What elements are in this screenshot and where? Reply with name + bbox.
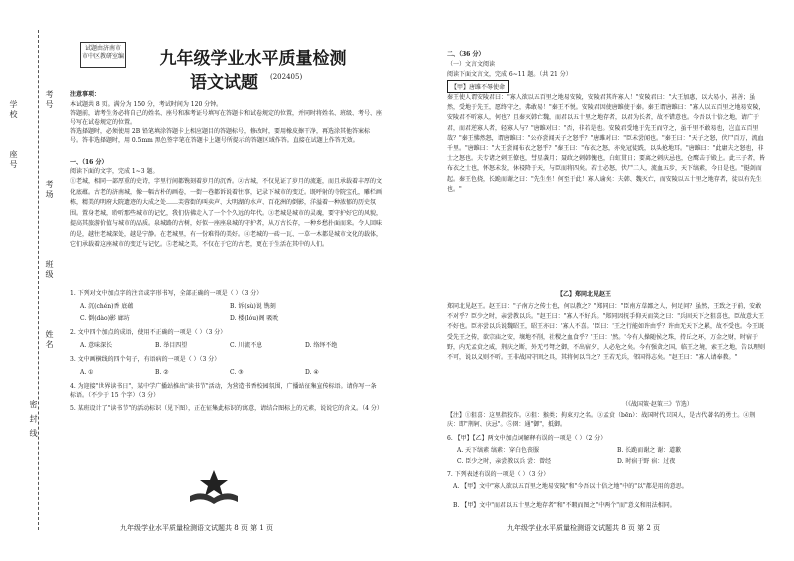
passage-yi-title: 【乙】郑同北见赵王 bbox=[557, 291, 612, 298]
passage-jia-title: 【甲】唐雎不辱使命 bbox=[447, 80, 509, 93]
q3-option-c: C. ③ bbox=[230, 369, 244, 376]
notice-line: 答选择题时，必须使用 2B 铅笔填涂答题卡上相应题目的答题标号，修改时，要用橡皮擦干净，再选涂其他答案标号。答非选择题时，用 0.5mm 黑色签字笔在答题卡上题号所提示的答题区域作答。直接在试题上作答无效。 bbox=[70, 128, 371, 144]
q1-option-c: C. 倒(dào)影 廊坊 bbox=[80, 315, 130, 322]
passage-jia-text: 秦王使人谓安陵君曰："寡人欲以五百里之地易安陵，安陵君其许寡人！"安陵君曰："大王加惠，以大易小，甚善；虽然，受地于先王，愿终守之，弗敢易！"秦王不悦。安陵君因使唐雎使于秦。秦王谓唐雎曰："寡人以五百里之地易安陵，安陵君不听寡人，何也？且秦灭韩亡魏，而君以五十里之地存者，以君为长者，故不错意也。今吾以十倍之地，请广于君，而君逆寡人者，轻寡人与？"唐雎对曰："否，非若是也。安陵君受地于先王而守之，虽千里不敢易也，岂直五百里哉？"秦王怫然怒，谓唐雎曰："公亦尝闻天子之怒乎？"唐雎对曰："臣未尝闻也。"秦王曰："天子之怒，伏尸百万，流血千里。"唐雎曰："大王尝闻布衣之怒乎？"秦王曰："布衣之怒，亦免冠徒跣，以头抢地耳。"唐雎曰："此庸夫之怒也，非士之怒也。夫专诸之刺王僚也，彗星袭月；聂政之刺韩傀也，白虹贯日；要离之刺庆忌也，仓鹰击于殿上。此三子者，皆布衣之士也，怀怒未发，休祲降于天，与臣而将四矣。若士必怒，伏尸二人，流血五步，天下缟素，今日是也。"挺剑而起。秦王色挠，长跪而谢之曰："先生坐！何至于此！寡人谕矣：夫韩、魏灭亡，而安陵以五十里之地存者，徒以有先生也。" bbox=[447, 94, 766, 193]
exam-subtitle: 语文试题 bbox=[190, 73, 258, 93]
question-1: 1. 下列对文中加点字的注音或字形书写，全部正确的一项是（ ）（3 分） bbox=[70, 290, 263, 297]
right-page bbox=[397, 0, 794, 561]
label-room: 考场 bbox=[45, 180, 54, 200]
q1-option-d: D. 楼(lóu)阁 吸吮 bbox=[230, 315, 279, 322]
annotations: 【注】①狙喜：这里指狡诈。②狙：猴类；拘束刃之名。③孟贲（bēn）：战国时代卫国人，是古代著名的勇士。④荆庆：即"荆轲、庆忌"。⑤圉：通"御"，抵御。 bbox=[447, 412, 756, 428]
section-one-heading: 一、（16 分） bbox=[70, 159, 108, 166]
question-2: 2. 文中四个加点的成语，使用不正确的一项是（ ）（3 分） bbox=[70, 329, 227, 336]
intro-two: 阅读下面文言文，完成 6~11 题。（共 21 分） bbox=[447, 71, 572, 78]
q2-option-a: A. 意味深长 bbox=[80, 342, 113, 349]
label-name: 姓名 bbox=[45, 330, 54, 350]
q6-option-b: B. 长跪而谢之 谢：道歉 bbox=[617, 447, 682, 454]
seal-dashed-line bbox=[38, 30, 39, 530]
sub-heading-classical: （一）文言文阅读 bbox=[447, 61, 496, 68]
passage-yi-text: 郑同北见赵王。赵王曰："子南方之传士也，何以教之？"郑同曰："臣南方草鄙之人，何足问？虽然，王致之于前，安敢不对乎？臣少之时，亲尝教以兵。"赵王曰："寡人不好兵。"郑同因抚手仰天而笑之曰："兵固天下之狙喜也，臣故意大王不好也。臣亦尝以兵说魏昭王，昭王亦曰：'寡人不喜。'臣曰：'王之行能如许由乎？许由无天下之累，故不受也。今王既受先王之传，欲宗庙之安，壤地不削，社稷之血食乎？'王曰：'然。'今有人操随侯之珠，持丘之环，万金之财，时宿于野，内无孟贲之威，荆庆之断，外无弓弩之御，不出宿夕，人必危之矣。今有强贪之国，临王之境，索王之地，告以理则不可，说以义则不听。王非战国守圉之具，其将何以当之？王若无兵，邻国得志矣。"赵王曰："寡人请奉教。" bbox=[447, 303, 766, 362]
notice-line: 本试题共 8 页。满分为 150 分，考试时间为 120 分钟。 bbox=[70, 101, 223, 108]
question-7: 7. 下列表述有误的一项是（ ）（3 分） bbox=[447, 471, 550, 478]
q3-option-d: D. ④ bbox=[305, 369, 319, 376]
footer-page-1: 九年级学业水平质量检测语文试题共 8 页 第 1 页 bbox=[120, 524, 274, 532]
q2-option-c: C. 川流不息 bbox=[230, 342, 263, 349]
q2-option-d: D. 络绎不绝 bbox=[305, 342, 338, 349]
notice-heading: 注意事项： bbox=[70, 91, 101, 98]
question-5: 5. 某班设计了"读书节"的活动标识（见下图），正在征集此标识的寓意，请结合图标上的元素，说说它的含义。（4 分） bbox=[70, 405, 383, 412]
q1-option-b: B. 诉(sù)说 镌刻 bbox=[230, 303, 276, 310]
exam-title: 九年级学业水平质量检测 bbox=[159, 49, 347, 69]
q6-option-c: C. 臣少之时，亲尝教以兵 尝：曾经 bbox=[457, 458, 552, 465]
q3-option-b: B. ② bbox=[155, 369, 169, 376]
footer-page-2: 九年级学业水平质量检测语文试题共 8 页 第 2 页 bbox=[507, 524, 661, 532]
q6-option-d: D. 时宿于野 宿：过夜 bbox=[617, 458, 676, 465]
question-4: 4. 为迎接"世界读书日"，某中学广播站推出"读书节"活动，为营造书香校园氛围，广播站征集宣传标语。请你写一条标语。（不少于 15 个字）（3 分） bbox=[70, 383, 377, 399]
binding-margin bbox=[0, 0, 66, 561]
reading-festival-logo bbox=[186, 466, 242, 506]
question-6: 6. 【甲】【乙】两文中加点词解释有误的一项是（ ）（2 分） bbox=[447, 435, 607, 442]
notice-line: 答题前，请考生务必将自己的姓名、座号和准考证号填写在答题卡和试卷规定的位置，并同时将姓名、班级、考号、座号写在试卷规定的位置。 bbox=[70, 110, 383, 126]
passage-intro: 阅读下面的文字，完成 1~3 题。 bbox=[70, 168, 159, 175]
label-class: 班级 bbox=[45, 260, 54, 280]
q3-option-a: A. ① bbox=[80, 369, 94, 376]
passage-source: （《战国策·赵策三》节选） bbox=[622, 401, 693, 408]
q1-option-a: A. 沉(chén)香 底蕴 bbox=[80, 303, 134, 310]
exam-code: (202405) bbox=[270, 73, 303, 81]
q7-option-a: A. 【甲】文中"寡人欲以五百里之地易安陵"和"今吾以十倍之地"中的"以"都是用的意思。 bbox=[453, 483, 688, 490]
seal-line-label: 密 封 线 bbox=[29, 400, 38, 440]
reading-passage: ①老城，相同一部厚重的史诗，字里行间都镌刻着岁月的沉香。②古城，不仅见证了岁月的流逝，而且承载着丰厚的文化底蕴。古老的济南城，像一幅古朴的画卷，一街一巷都诉说着往事，记录下城市的变迁。既呼射的寺院宝孔，雕栏画栋，精美的明府大院遗迹的大成之处……芙蓉街的叫卖声、大明湖的水声、百花洲的倒影，洋溢着一种浓郁的历史氛围。置身老城，聆听那些城市的记忆，我们仿佛走入了一个个久远的年代。③老城是城市的灵魂，要守护好它的风貌，提高其旅游价值与城市的品质。泉城路的古树，好似一座座泉城的守护者，从万古长存，一种乡愁扑面而来。令人回味的是，越往老城深处，越是宁静。在老城里，有一份难得的美好。④老城的一砖一瓦、一草一木都是城市文化的载体，它们承载着这座城市的变迁与记忆。⑤老城之美，不仅在于它的古老，更在于生活在其中的人们。 bbox=[70, 178, 383, 248]
section-two-heading: 二、（36 分） bbox=[447, 51, 485, 58]
q7-option-b: B. 【甲】文中"而君以五十里之地存者"和"不暇而图之"中两个"而"意义和用法相同。 bbox=[453, 502, 676, 509]
publisher-stamp: 试题由济南市 市中区教研室编 bbox=[80, 42, 126, 68]
question-3: 3. 文中画横线的四个句子，有语病的一项是（ ）（3 分） bbox=[70, 356, 221, 363]
q6-option-a: A. 天下缟素 缟素：穿白色丧服 bbox=[457, 447, 540, 454]
label-seat: 座号 bbox=[9, 150, 18, 170]
q2-option-b: B. 举目四望 bbox=[155, 342, 188, 349]
label-exam-no: 考号 bbox=[45, 90, 54, 110]
label-school: 学校 bbox=[9, 100, 18, 120]
